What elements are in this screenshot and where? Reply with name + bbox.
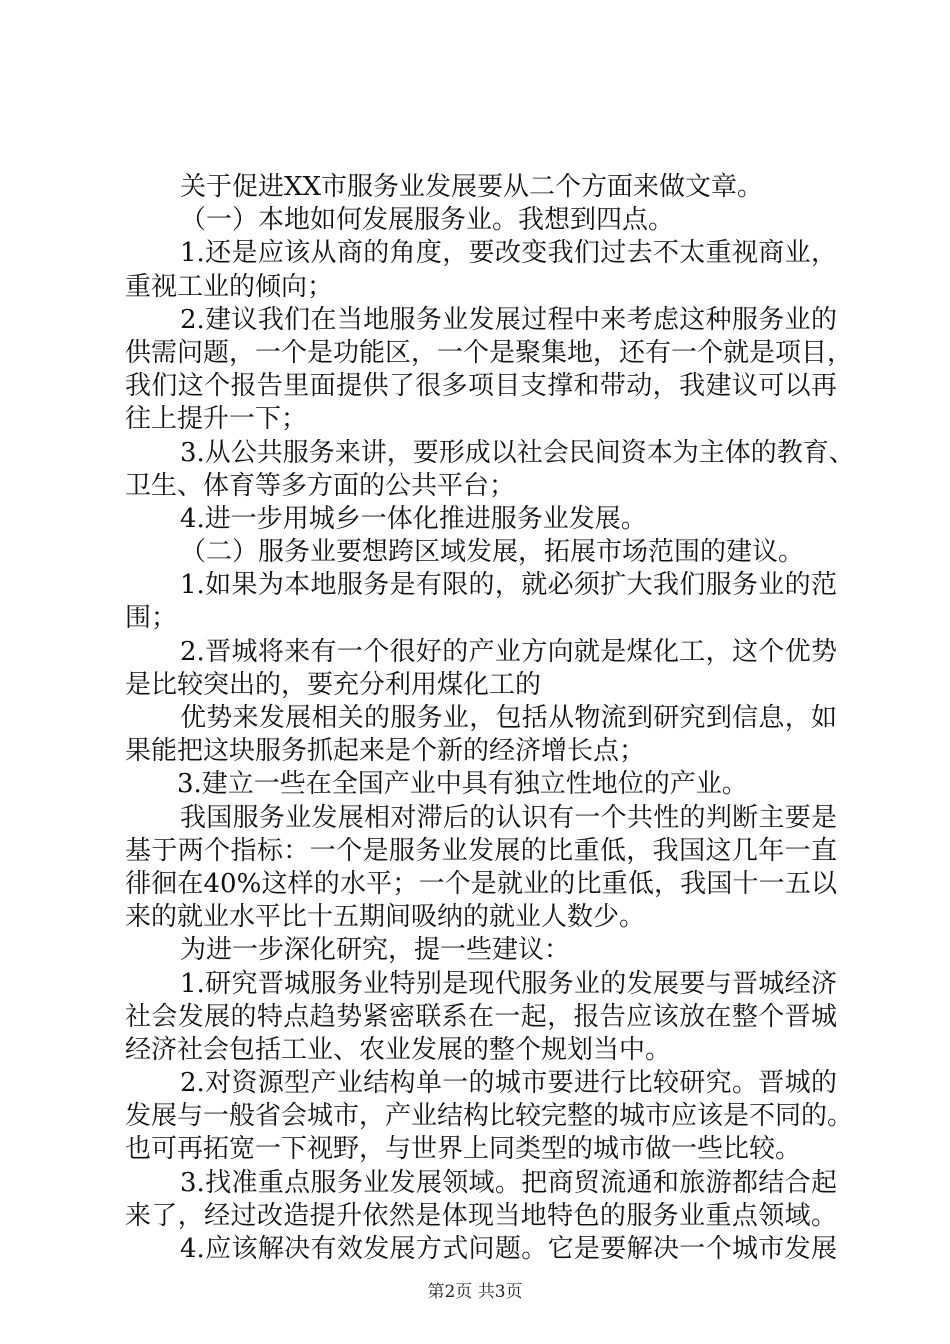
text-line: 来了，经过改造提升依然是体现当地特色的服务业重点领域。 — [125, 1200, 837, 1231]
text-line: 发展与一般省会城市，产业结构比较完整的城市应该是不同的。 — [125, 1101, 854, 1132]
text-line: （一）本地如何发展服务业。我想到四点。 — [180, 205, 675, 236]
text-line: 2.晋城将来有一个很好的产业方向就是煤化工，这个优势 — [180, 636, 837, 667]
text-line: 来的就业水平比十五期间吸纳的就业人数少。 — [125, 902, 646, 933]
text-line: 围； — [125, 603, 178, 634]
document-body — [125, 171, 855, 1266]
text-line: 1.还是应该从商的角度，要改变我们过去不太重视商业， — [180, 238, 837, 269]
page-footer: 第2页 共3页 — [427, 1282, 523, 1302]
text-line: （二）服务业要想跨区域发展，拓展市场范围的建议。 — [180, 537, 805, 568]
text-line: 优势来发展相关的服务业，包括从物流到研究到信息，如 — [180, 703, 837, 733]
text-line: 4.应该解决有效发展方式问题。它是要解决一个城市发展 — [180, 1234, 837, 1264]
text-line: 关于促进XX市服务业发展要从二个方面来做文章。 — [180, 172, 764, 202]
text-line: 往上提升一下； — [125, 404, 308, 435]
text-line: 1.如果为本地服务是有限的，就必须扩大我们服务业的范 — [180, 570, 837, 601]
text-line: 果能把这块服务抓起来是个新的经济增长点； — [125, 736, 646, 767]
text-line: 1.研究晋城服务业特别是现代服务业的发展要与晋城经济 — [180, 968, 837, 999]
text-line: 重视工业的倾向； — [125, 271, 334, 302]
text-line: 社会发展的特点趋势紧密联系在一起，报告应该放在整个晋城 — [125, 1001, 837, 1032]
text-line: 基于两个指标：一个是服务业发展的比重低，我国这几年一直 — [125, 835, 837, 866]
text-line: 我国服务业发展相对滞后的认识有一个共性的判断主要是 — [180, 802, 837, 833]
text-line: 也可再拓宽一下视野，与世界上同类型的城市做一些比较。 — [125, 1134, 802, 1165]
text-line: 3.找准重点服务业发展领域。把商贸流通和旅游都结合起 — [180, 1167, 837, 1198]
text-line: 卫生、体育等多方面的公共平台； — [125, 470, 516, 501]
text-line: 3.从公共服务来讲，要形成以社会民间资本为主体的教育、 — [180, 437, 855, 468]
text-line: 2.对资源型产业结构单一的城市要进行比较研究。晋城的 — [180, 1068, 837, 1099]
text-line: 3.建立一些在全国产业中具有独立性地位的产业。 — [177, 769, 748, 800]
text-line: 4.进一步用城乡一体化推进服务业发展。 — [180, 503, 647, 534]
text-line: 为进一步深化研究，提一些建议： — [180, 935, 571, 966]
text-line: 是比较突出的，要充分利用煤化工的 — [125, 669, 542, 700]
text-line: 徘徊在40%这样的水平；一个是就业的比重低，我国十一五以 — [125, 868, 837, 899]
text-line: 经济社会包括工业、农业发展的整个规划当中。 — [125, 1034, 672, 1065]
text-line: 我们这个报告里面提供了很多项目支撑和带动，我建议可以再 — [125, 371, 837, 402]
text-line: 供需问题，一个是功能区，一个是聚集地，还有一个就是项目， — [125, 337, 854, 368]
text-line: 2.建议我们在当地服务业发展过程中来考虑这种服务业的 — [180, 304, 837, 335]
